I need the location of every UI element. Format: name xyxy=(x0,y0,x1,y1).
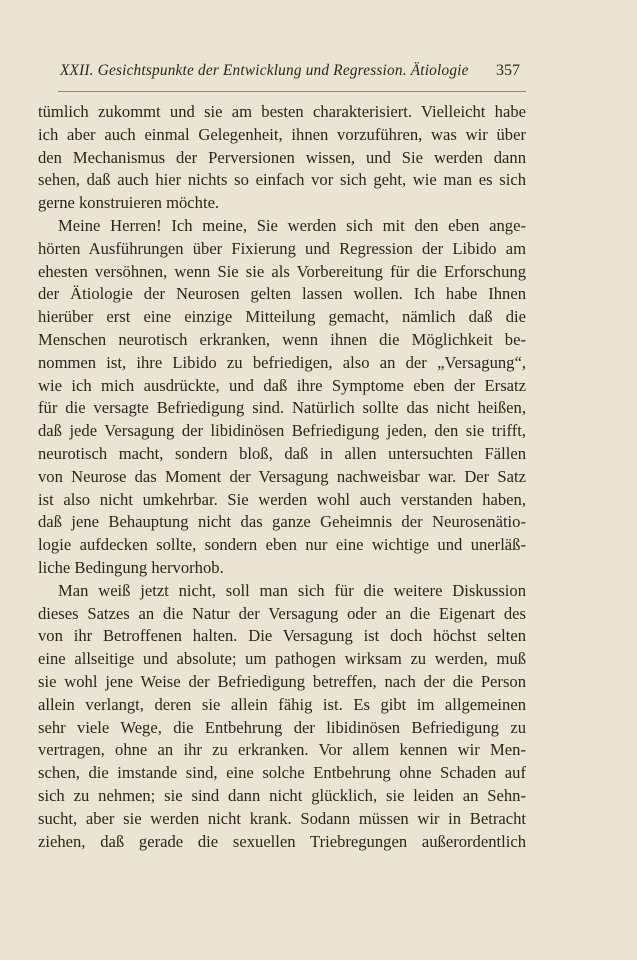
header-rule xyxy=(58,91,526,92)
text-line: von ihr Betroffenen halten. Die Versagung ist doch höchst selten xyxy=(38,626,526,646)
text-line: Man weiß jetzt nicht, soll man sich für die weitere Diskussion xyxy=(58,580,526,600)
text-line: ziehen, daß gerade die sexuellen Triebregungen außerordentlich xyxy=(38,831,526,851)
text-line: ist also nicht umkehrbar. Sie werden wohl auch verstanden haben, xyxy=(38,489,526,509)
text-line: den Mechanismus der Perversionen wissen, und Sie werden dann xyxy=(38,147,526,167)
text-line: liche Bedingung hervorhob. xyxy=(38,557,224,577)
body-text xyxy=(38,101,526,853)
text-line: tümlich zukommt und sie am besten charakterisiert. Vielleicht habe xyxy=(38,102,526,121)
text-line: gerne konstruieren möchte. xyxy=(38,193,220,213)
text-line: vertragen, ohne an ihr zu erkranken. Vor allem kennen wir Men- xyxy=(38,740,526,760)
page-number: 357 xyxy=(496,62,520,79)
text-line: allein verlangt, deren sie allein fähig ist. Es gibt im allgemeinen xyxy=(38,694,526,714)
text-line: ich aber auch einmal Gelegenheit, ihnen vorzuführen, was wir über xyxy=(38,124,526,144)
text-line: ehesten versöhnen, wenn Sie sie als Vorbereitung für die Erforschung xyxy=(38,261,526,281)
text-line: neurotisch macht, sondern bloß, daß in allen untersuchten Fällen xyxy=(38,443,526,463)
text-line: sucht, aber sie werden nicht krank. Sodann müssen wir in Betracht xyxy=(38,808,526,828)
text-line: der Ätiologie der Neurosen gelten lassen wollen. Ich habe Ihnen xyxy=(38,284,526,304)
text-line: Menschen neurotisch erkranken, wenn ihnen die Möglichkeit be- xyxy=(38,329,526,349)
text-line: für die versagte Befriedigung sind. Natürlich sollte das nicht heißen, xyxy=(38,398,526,418)
text-line: hierüber erst eine einzige Mitteilung gemacht, nämlich daß die xyxy=(38,307,526,327)
text-line: sehen, daß auch hier nichts so einfach vor sich geht, wie man es sich xyxy=(38,170,526,190)
text-line: daß jede Versagung der libidinösen Befriedigung jeden, den sie trifft, xyxy=(38,421,526,441)
text-line: nommen ist, ihre Libido zu befriedigen, also an der „Versagung“, xyxy=(38,352,526,372)
text-line: Meine Herren! Ich meine, Sie werden sich mit den eben ange- xyxy=(58,215,526,235)
text-line: sich zu nehmen; sie sind dann nicht glücklich, sie leiden an Sehn- xyxy=(38,785,526,805)
text-line: dieses Satzes an die Natur der Versagung oder an die Eigenart des xyxy=(38,603,526,623)
text-line: sehr viele Wege, die Entbehrung der libidinösen Befriedigung zu xyxy=(38,717,526,737)
text-line: schen, die imstande sind, eine solche Entbehrung ohne Schaden auf xyxy=(38,763,526,783)
text-line: eine allseitige und absolute; um pathogen wirksam zu werden, muß xyxy=(38,649,526,669)
text-line: wie ich mich ausdrückte, und daß ihre Symptome eben der Ersatz xyxy=(38,375,526,395)
header-title: XXII. Gesichtspunkte der Entwicklung und Regression. Ätiologie xyxy=(60,62,469,79)
text-line: daß jene Behauptung nicht das ganze Geheimnis der Neurosenätio- xyxy=(38,512,526,532)
text-line: logie aufdecken sollte, sondern eben nur eine wichtige und unerläß- xyxy=(38,535,526,555)
text-line: von Neurose das Moment der Versagung nachweisbar war. Der Satz xyxy=(38,466,526,486)
text-line: sie wohl jene Weise der Befriedigung betreffen, nach der die Person xyxy=(38,671,526,691)
text-line: hörten Ausführungen über Fixierung und Regression der Libido am xyxy=(38,238,526,258)
running-header xyxy=(60,62,520,84)
